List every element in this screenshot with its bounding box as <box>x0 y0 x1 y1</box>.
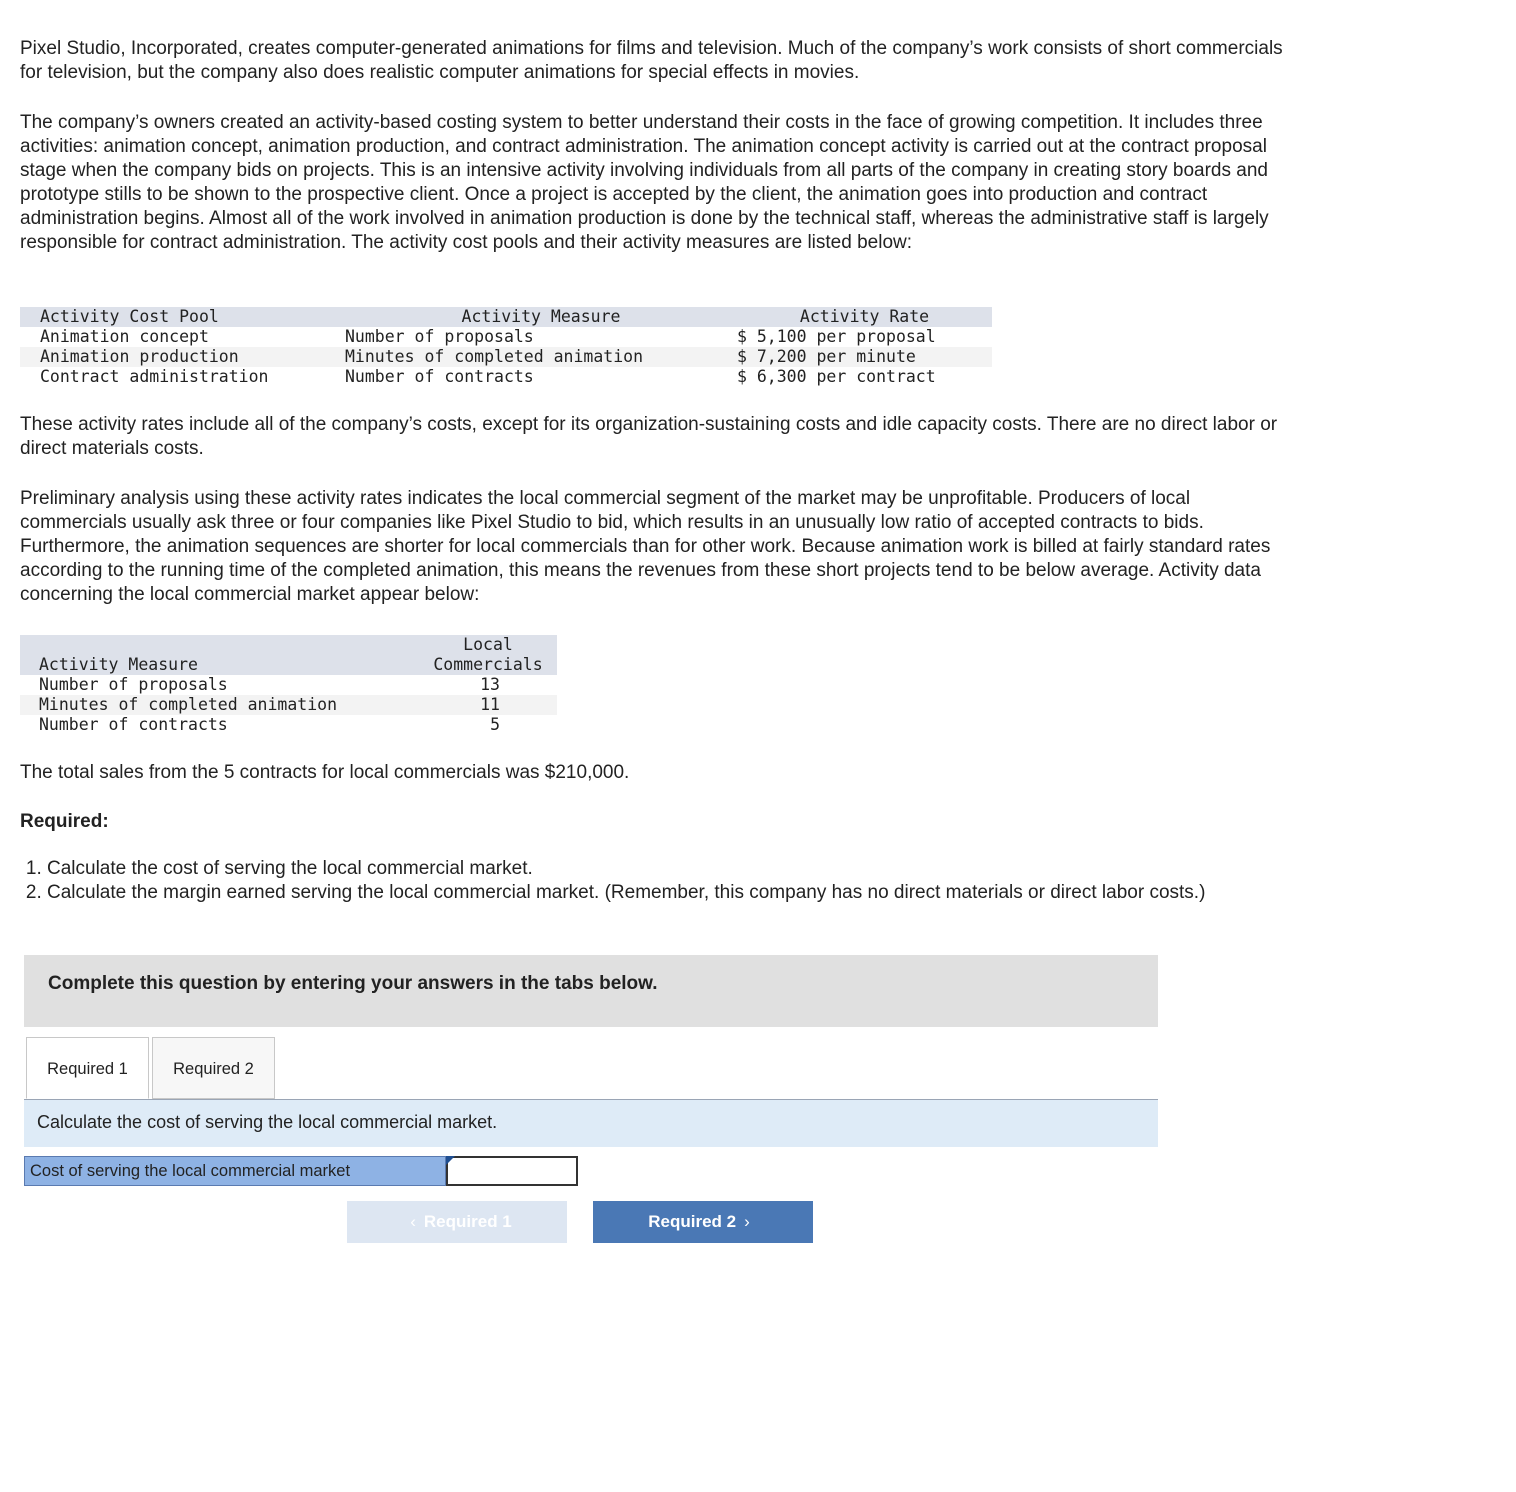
instructions-banner <box>24 955 1158 1027</box>
table-row <box>20 695 557 715</box>
header-activity-rate: Activity Rate <box>737 307 992 327</box>
measure-cell: Minutes of completed animation <box>20 695 419 715</box>
header-local-line2: Commercials <box>419 655 557 675</box>
cost-field-label: Cost of serving the local commercial market <box>24 1156 446 1186</box>
intro-paragraph-2: The company’s owners created an activity-based costing system to better understand their costs in the face of growing competition. It includes three activities: animation concept, animation production, and contract administration. The animation concept activity is carried out at the contract proposal stage when the company bids on projects. This is an intensive activity involving individuals from all parts of the company in creating story boards and prototype stills to be shown to the prospective client. Once a project is accepted by the client, the animation goes into production and contract administration begins. Almost all of the work involved in animation production is done by the technical staff, whereas the administrative staff is largely responsible for contract administration. The activity cost pools and their activity measures are listed below: <box>20 112 1269 253</box>
value-cell: 11 <box>419 695 557 715</box>
required-heading: Required: <box>20 811 109 832</box>
chevron-right-icon: › <box>744 1212 750 1231</box>
header-activity-measure: Activity Measure <box>345 307 737 327</box>
header-activity-measure: Activity Measure <box>20 655 419 675</box>
table-row <box>20 347 992 367</box>
tab-bar <box>24 1037 1158 1100</box>
activity-rates-table <box>20 307 992 387</box>
cost-of-serving-input[interactable] <box>446 1156 578 1186</box>
measure-cell: Number of contracts <box>345 367 534 386</box>
table-row <box>20 327 992 347</box>
prev-button-label: Required 1 <box>423 1212 512 1231</box>
tab-required-2[interactable]: Required 2 <box>152 1037 275 1099</box>
prev-required-button[interactable] <box>347 1201 567 1243</box>
chevron-left-icon: ‹ <box>410 1212 416 1231</box>
input-corner-marker <box>446 1156 455 1165</box>
cost-pool-cell: Animation production <box>20 347 345 367</box>
local-commercials-table <box>20 635 557 735</box>
measure-cell: Number of proposals <box>39 675 228 694</box>
header-local-line1: Local <box>419 635 557 655</box>
tab-instruction-bar <box>24 1100 1158 1147</box>
table-header-row <box>20 635 557 655</box>
required-item-1: 1. Calculate the cost of serving the local commercial market. <box>47 857 1307 881</box>
value-cell: 5 <box>490 715 500 734</box>
measure-cell: Minutes of completed animation <box>345 347 737 367</box>
table-header-row <box>20 655 557 675</box>
intro-paragraph-4: Preliminary analysis using these activity rates indicates the local commercial segment of the market may be unprofitable. Producers of local commercials usually ask three or four companies like Pixel Studio to bid, which results in an unusually low ratio of accepted contracts to bids. Furthermore, the animation sequences are shorter for local commercials than for other work. Because animation work is billed at fairly standard rates according to the running time of the completed animation, this means the revenues from these short projects tend to be below average. Activity data concerning the local commercial market appear below: <box>20 488 1271 605</box>
required-item-2: 2. Calculate the margin earned serving the local commercial market. (Remember, this company has no direct materials or direct labor costs.) <box>47 881 1307 905</box>
next-required-button[interactable] <box>593 1201 813 1243</box>
header-cost-pool: Activity Cost Pool <box>20 307 345 327</box>
rate-cell: $ 6,300 per contract <box>737 367 936 386</box>
cost-pool-cell: Animation concept <box>40 327 209 346</box>
measure-cell: Number of proposals <box>345 327 534 346</box>
tab-instruction-text: Calculate the cost of serving the local commercial market. <box>37 1112 498 1132</box>
table-row <box>20 367 992 387</box>
required-list <box>20 857 1307 905</box>
next-button-label: Required 2 <box>648 1212 737 1231</box>
measure-cell: Number of contracts <box>39 715 228 734</box>
table-row <box>20 715 557 735</box>
banner-text: Complete this question by entering your answers in the tabs below. <box>48 973 658 994</box>
table-row <box>20 675 557 695</box>
intro-paragraph-1: Pixel Studio, Incorporated, creates computer-generated animations for films and television. Much of the company’s work consists of short commercials for television, but the company also does realistic computer animations for special effects in movies. <box>20 38 1283 83</box>
cost-pool-cell: Contract administration <box>40 367 269 386</box>
rate-cell: $ 5,100 per proposal <box>737 327 936 346</box>
tab-required-1[interactable]: Required 1 <box>26 1037 149 1099</box>
table-header-row <box>20 307 992 327</box>
total-sales-text: The total sales from the 5 contracts for local commercials was $210,000. <box>20 762 630 783</box>
value-cell: 13 <box>480 675 500 694</box>
intro-paragraph-3: These activity rates include all of the company’s costs, except for its organization-sustaining costs and idle capacity costs. There are no direct labor or direct materials costs. <box>20 414 1278 459</box>
rate-cell: $ 7,200 per minute <box>737 347 992 367</box>
